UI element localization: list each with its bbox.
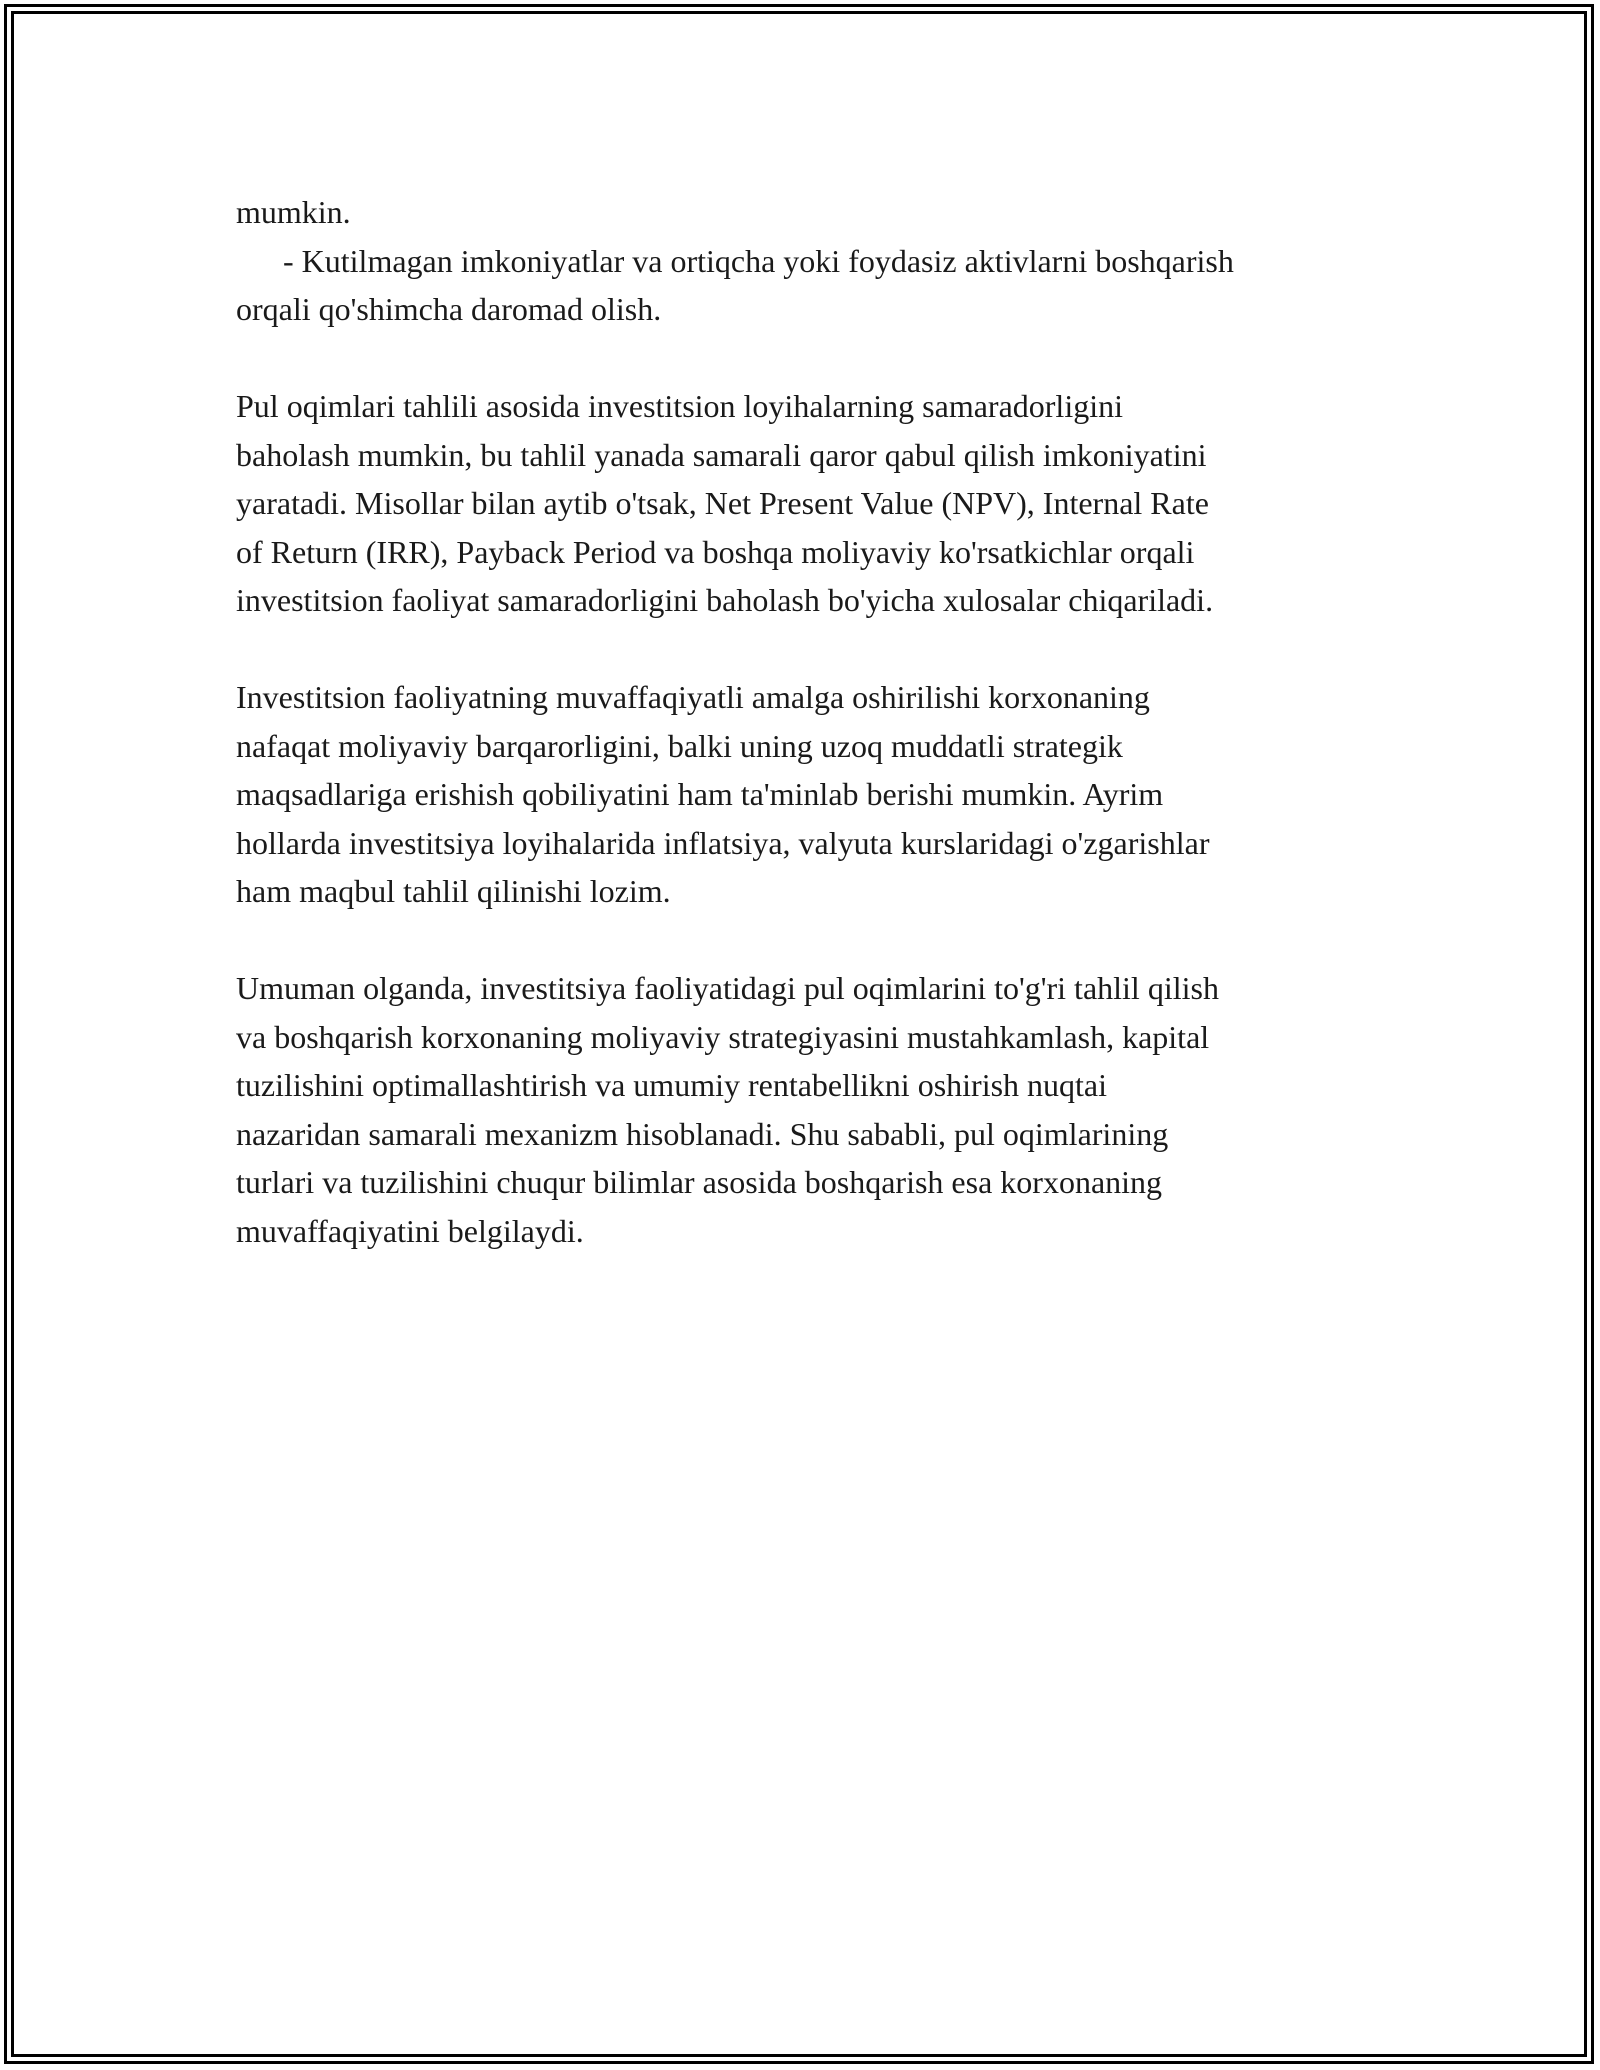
text-line: orqali qo'shimcha daromad olish. <box>236 291 662 327</box>
text-line: turlari va tuzilishini chuqur bilimlar asosida boshqarish esa korxonaning <box>236 1164 1163 1200</box>
paragraph-conclusion <box>236 964 1376 1255</box>
text-line: maqsadlariga erishish qobiliyatini ham ta'minlab berishi mumkin. Ayrim <box>236 776 1164 812</box>
text-line: ham maqbul tahlil qilinishi lozim. <box>236 873 671 909</box>
text-line: tuzilishini optimallashtirish va umumiy rentabellikni oshirish nuqtai <box>236 1067 1108 1103</box>
paragraph-cash-flow-analysis <box>236 382 1376 625</box>
text-line: Pul oqimlari tahlili asosida investitsion loyihalarning samaradorligini <box>236 388 1123 424</box>
text-line: muvaffaqiyatini belgilaydi. <box>236 1212 584 1249</box>
text-line: nazaridan samarali mexanizm hisoblanadi. Shu sababli, pul oqimlarining <box>236 1115 1169 1152</box>
text-line: hollarda investitsiya loyihalarida inflatsiya, valyuta kurslaridagi o'zgarishlar <box>236 824 1210 861</box>
text-line: va boshqarish korxonaning moliyaviy strategiyasini mustahkamlash, kapital <box>236 1018 1210 1055</box>
text-line: mumkin. <box>236 194 351 230</box>
bullet-item-line: - Kutilmagan imkoniyatlar va ortiqcha yoki foydasiz aktivlarni boshqarish <box>283 242 1234 279</box>
paragraph-investment-success <box>236 673 1376 916</box>
document-body <box>236 188 1376 1304</box>
text-line: investitsion faoliyat samaradorligini baholash bo'yicha xulosalar chiqariladi. <box>236 582 1214 618</box>
text-line: nafaqat moliyaviy barqarorligini, balki uning uzoq muddatli strategik <box>236 727 1123 764</box>
text-line: Umuman olganda, investitsiya faoliyatidagi pul oqimlarini to'g'ri tahlil qilish <box>236 970 1219 1006</box>
text-line: Investitsion faoliyatning muvaffaqiyatli amalga oshirilishi korxonaning <box>236 679 1150 715</box>
text-line: yaratadi. Misollar bilan aytib o'tsak, Net Present Value (NPV), Internal Rate <box>236 485 1209 521</box>
text-line: of Return (IRR), Payback Period va boshqa moliyaviy ko'rsatkichlar orqali <box>236 533 1195 570</box>
text-line: baholash mumkin, bu tahlil yanada samarali qaror qabul qilish imkoniyatini <box>236 436 1207 473</box>
paragraph-continuation <box>236 188 1376 334</box>
